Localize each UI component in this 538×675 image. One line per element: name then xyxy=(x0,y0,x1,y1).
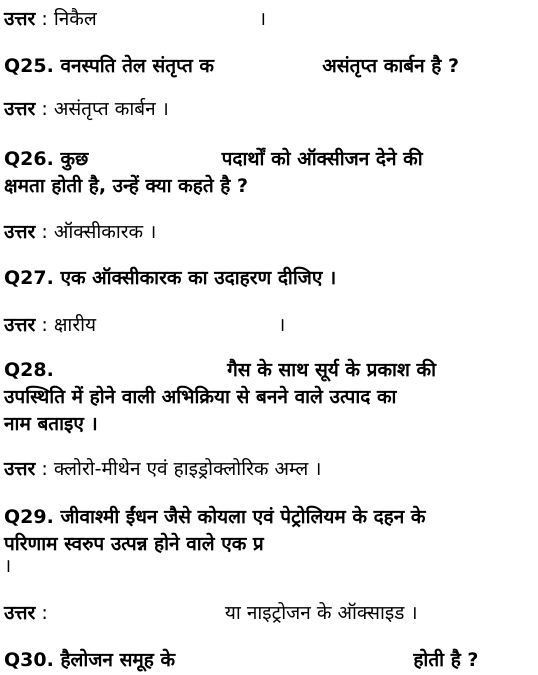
question-line xyxy=(4,647,478,673)
answer-text: ऑक्सीकारक । xyxy=(53,221,157,243)
question-number: Q28. xyxy=(4,359,54,381)
question-line xyxy=(4,53,459,79)
answer-line xyxy=(4,600,418,626)
question-text: वनस्पति तेल संतृप्त क xyxy=(60,55,214,77)
question-number: Q27. xyxy=(4,267,54,289)
answer-label: उत्तर xyxy=(4,314,36,336)
question-text: क्षमता होती है, उन्हें क्या कहते है ? xyxy=(4,175,249,197)
question-line xyxy=(4,265,336,291)
question-text: असंतृप्त कार्बन है ? xyxy=(322,55,459,77)
answer-colon: : xyxy=(41,221,48,243)
answer-text: क्लोरो-मीथेन एवं हाइड्रोक्लोरिक अम्ल । xyxy=(53,458,322,480)
question-text: नाम बताइए । xyxy=(4,413,98,435)
answer-text: या नाइट्रोजन के ऑक्साइड । xyxy=(224,602,418,624)
question-line xyxy=(4,411,98,437)
answer-colon: : xyxy=(41,602,48,624)
answer-text: असंतृप्त कार्बन । xyxy=(53,98,169,120)
answer-label: उत्तर xyxy=(4,221,36,243)
question-number: Q25. xyxy=(4,55,54,77)
question-text: कुछ xyxy=(60,148,89,170)
answer-colon: : xyxy=(41,458,48,480)
question-line xyxy=(4,531,264,557)
answer-label: उत्तर xyxy=(4,8,36,30)
answer-colon: : xyxy=(41,314,48,336)
answer-tail: । xyxy=(278,314,286,336)
question-line xyxy=(4,357,436,383)
answer-tail: । xyxy=(258,8,267,30)
question-number: Q29. xyxy=(4,506,54,528)
answer-label: उत्तर xyxy=(4,98,36,120)
question-text: पदार्थों को ऑक्सीजन देने की xyxy=(221,148,423,170)
answer-line xyxy=(4,312,285,338)
question-text: जीवाश्मी ईंधन जैसे कोयला एवं पेट्रोलियम के दहन के xyxy=(60,506,426,528)
question-line xyxy=(4,384,396,410)
question-text: परिणाम स्वरुप उत्पन्न होने वाले एक प्र xyxy=(4,533,264,555)
answer-colon: : xyxy=(41,98,48,120)
answer-line xyxy=(4,456,321,482)
answer-line xyxy=(4,219,156,245)
answer-label: उत्तर xyxy=(4,458,36,480)
answer-line xyxy=(4,96,169,122)
answer-text: निकैल xyxy=(53,8,97,30)
question-text: होती है ? xyxy=(413,649,479,671)
question-text: हैलोजन समूह के xyxy=(60,649,176,671)
question-text: गैस के साथ सूर्य के प्रकाश की xyxy=(227,359,437,381)
question-line xyxy=(4,553,11,579)
question-text: एक ऑक्सीकारक का उदाहरण दीजिए । xyxy=(60,267,337,289)
question-text: उपस्थिति में होने वाली अभिक्रिया से बनने वाले उत्पाद का xyxy=(4,386,397,408)
answer-text: क्षारीय xyxy=(53,314,97,336)
answer-label: उत्तर xyxy=(4,602,36,624)
question-text: । xyxy=(4,555,12,577)
answer-colon: : xyxy=(41,8,48,30)
question-line xyxy=(4,173,248,199)
question-line xyxy=(4,146,423,172)
question-number: Q26. xyxy=(4,148,54,170)
answer-line xyxy=(4,6,266,32)
question-line xyxy=(4,504,426,530)
question-number: Q30. xyxy=(4,649,54,671)
